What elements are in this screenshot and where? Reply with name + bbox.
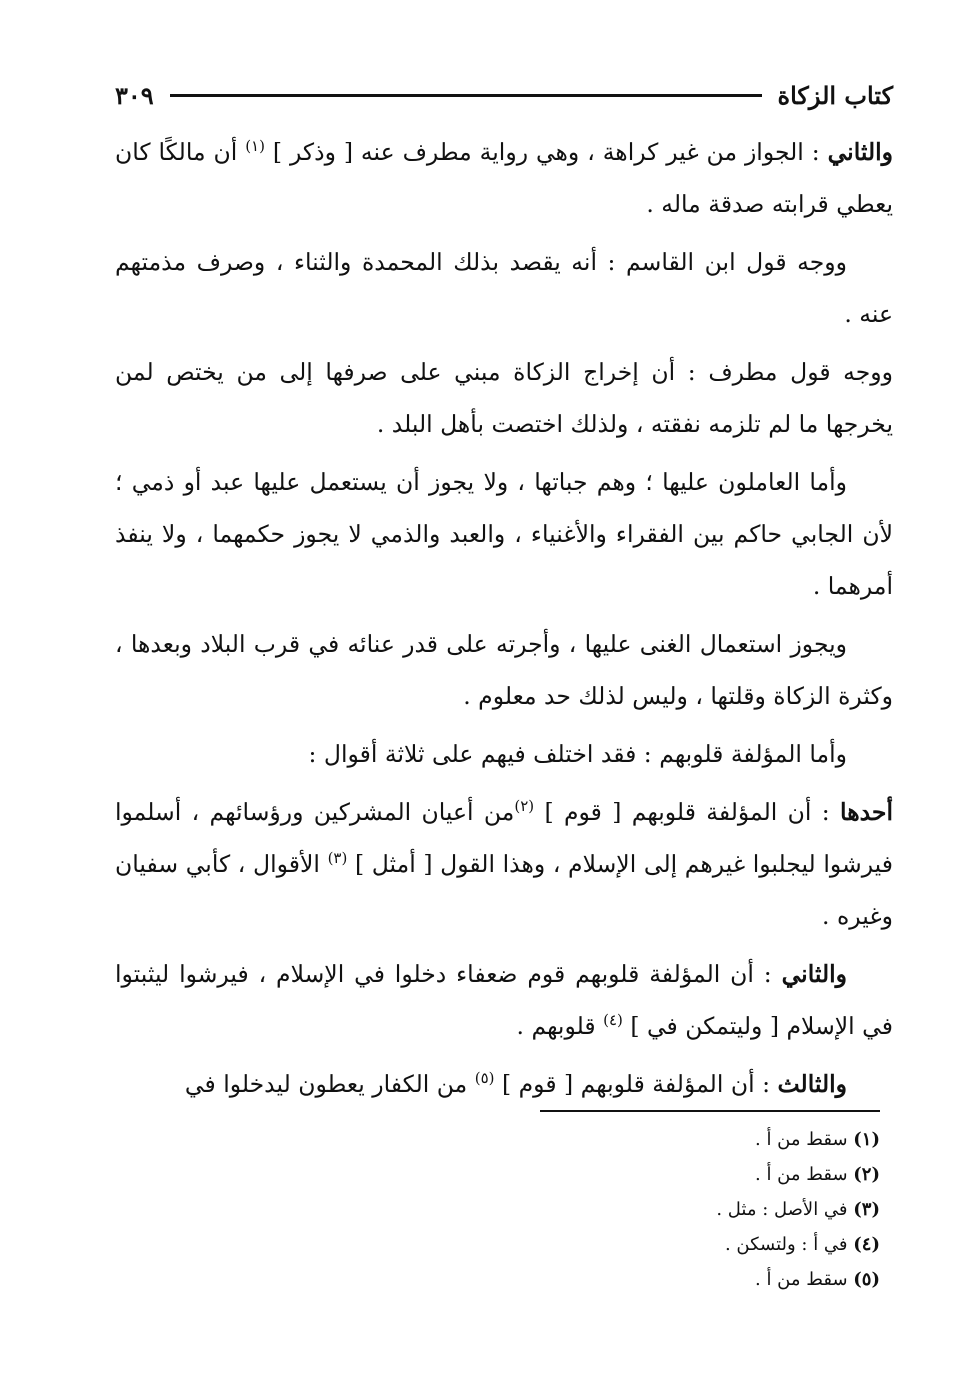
footnote-separator	[540, 1110, 880, 1112]
footnote-marker[interactable]: (١)	[245, 137, 265, 156]
paragraph	[115, 456, 893, 612]
paragraph-text: : أن المؤلفة قلوبهم [ قوم ]	[534, 798, 841, 826]
footnote	[460, 1227, 880, 1262]
footnote-number: (٤)	[853, 1234, 880, 1255]
paragraph-text: ويجوز استعمال الغنى عليها ، وأجرته على قدر عنائه في قرب البلاد وبعدها ، وكثرة الزكاة وقلتها ، وليس لذلك حد معلوم .	[115, 630, 893, 710]
footnote-text: في الأصل : مثل .	[716, 1199, 848, 1220]
paragraph-text: أن مالكًا كان يعطي قرابته صدقة ماله .	[115, 138, 893, 218]
paragraph-text: : أن المؤلفة قلوبهم قوم ضعفاء دخلوا في الإسلام ، فيرشوا ليثبتوا في الإسلام [ وليتمكن في ]	[115, 960, 893, 1040]
footnote-text: في أ : ولتسكن .	[724, 1234, 848, 1255]
page-number: ٣٠٩	[115, 80, 154, 110]
paragraph	[115, 728, 893, 780]
footnote-number: (٥)	[853, 1269, 880, 1290]
paragraph-text: وأما العاملون عليها ؛ وهم جباتها ، ولا يجوز أن يستعمل عليها عبد أو ذمي ؛ لأن الجابي حاكم بين الفقراء والأغنياء ، والعبد والذمي لا يجوز حكمهما ، ولا ينفذ أمرهما .	[115, 468, 893, 600]
paragraph-text: ووجه قول مطرف : أن إخراج الزكاة مبني على صرفها إلى من يختص لمن يخرجها ما لم تلزمه نفقته ، ولذلك اختصت بأهل البلد .	[115, 358, 893, 438]
paragraph-lead: والثاني	[827, 138, 893, 166]
paragraph-lead: والثالث	[777, 1070, 847, 1098]
paragraph	[115, 126, 893, 230]
paragraph-text: : أن المؤلفة قلوبهم [ قوم ]	[494, 1070, 778, 1098]
paragraph-text: ووجه قول ابن القاسم : أنه يقصد بذلك المحمدة والثناء ، وصرف مذمتهم عنه .	[115, 248, 893, 328]
footnote-marker[interactable]: (٥)	[474, 1069, 495, 1088]
footnote	[460, 1157, 880, 1192]
paragraph	[115, 236, 893, 340]
paragraph-text: الأقوال ، كأبي سفيان وغيره .	[115, 850, 893, 930]
footnote-marker[interactable]: (٢)	[514, 797, 535, 816]
main-text	[115, 126, 893, 1116]
footnote	[460, 1122, 880, 1157]
book-title: كتاب الزكاة	[777, 80, 893, 110]
footnote-marker[interactable]: (٣)	[327, 849, 348, 868]
paragraph-text: قلوبهم .	[516, 1012, 604, 1040]
paragraph	[115, 948, 893, 1052]
paragraph-lead: أحدها	[840, 798, 893, 826]
paragraph	[115, 1058, 893, 1110]
footnote	[460, 1192, 880, 1227]
paragraph-text: من الكفار يعطون ليدخلوا في	[184, 1070, 475, 1098]
paragraph-lead: والثاني	[781, 960, 847, 988]
running-header	[115, 78, 893, 112]
footnote	[460, 1262, 880, 1297]
footnote-number: (٢)	[853, 1164, 880, 1185]
paragraph-text: وأما المؤلفة قلوبهم : فقد اختلف فيهم على ثلاثة أقوال :	[308, 740, 847, 768]
footnote-text: سقط من أ .	[755, 1269, 848, 1290]
paragraph	[115, 618, 893, 722]
footnote-text: سقط من أ .	[755, 1164, 848, 1185]
paragraph	[115, 786, 893, 942]
footnotes	[460, 1122, 880, 1297]
footnote-text: سقط من أ .	[755, 1129, 848, 1150]
footnote-number: (١)	[853, 1129, 880, 1150]
paragraph	[115, 346, 893, 450]
paragraph-text: : الجواز من غير كراهة ، وهي رواية مطرف عنه [ وذكر ]	[264, 138, 828, 166]
footnote-marker[interactable]: (٤)	[603, 1011, 623, 1030]
paragraph-text: من أعيان المشركين ورؤسائهم ، أسلموا فيرشوا ليجلبوا غيرهم إلى الإسلام ، وهذا القول [ أمثل ]	[115, 798, 893, 878]
footnote-number: (٣)	[853, 1199, 880, 1220]
header-rule	[170, 94, 762, 97]
